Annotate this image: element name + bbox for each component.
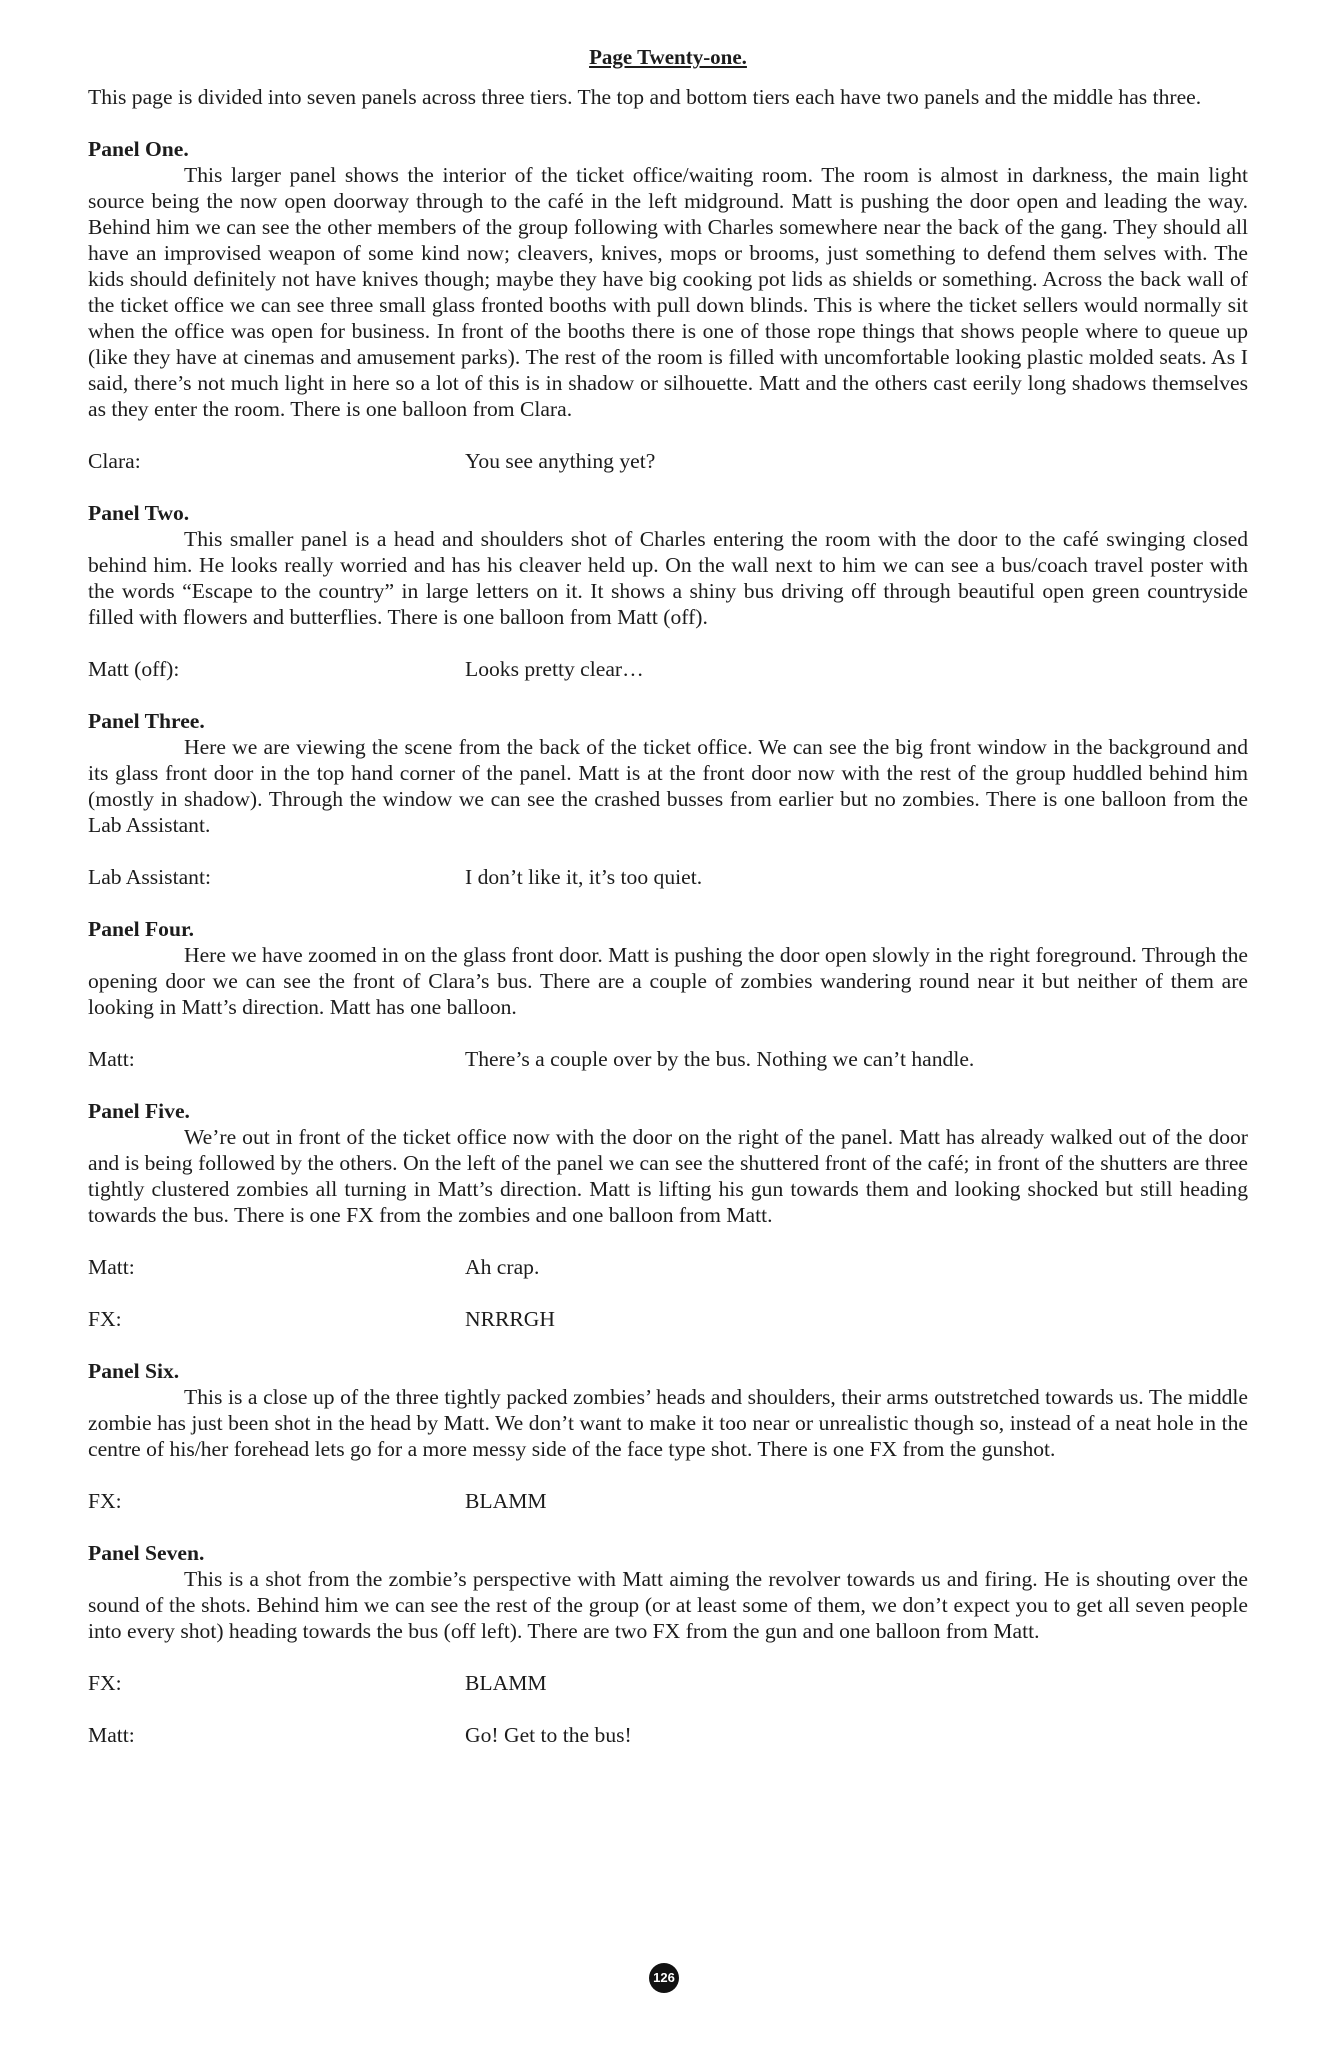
- panel-description: This is a close up of the three tightly packed zombies’ heads and shoulders, their arms outstretched towards us. The middle zombie has just been shot in the head by Matt. We don’t want to make it too near or unrealistic though so, instead of a neat hole in the centre of his/her forehead lets go for a more messy side of the face type shot. There is one FX from the gunshot.: [88, 1385, 1248, 1461]
- dialogue-line: [88, 1046, 1248, 1072]
- dialogue-line: [88, 1306, 1248, 1332]
- dialogue-text: Ah crap.: [465, 1255, 540, 1279]
- panel-description: This smaller panel is a head and shoulders shot of Charles entering the room with the door to the café swinging closed behind him. He looks really worried and has his cleaver held up. On the wall next to him we can see a bus/coach travel poster with the words “Escape to the country” in large letters on it. It shows a shiny bus driving off through beautiful open green countryside filled with flowers and butterflies. There is one balloon from Matt (off).: [88, 527, 1248, 629]
- panel-7: [88, 1540, 1248, 1748]
- panel-description: Here we have zoomed in on the glass front door. Matt is pushing the door open slowly in the right foreground. Through the opening door we can see the front of Clara’s bus. There are a couple of zombies wandering round near it but neither of them are looking in Matt’s direction. Matt has one balloon.: [88, 943, 1248, 1019]
- speaker-name: Matt:: [88, 1255, 135, 1279]
- page-intro: This page is divided into seven panels across three tiers. The top and bottom tiers each have two panels and the middle has three.: [88, 85, 1202, 109]
- panel-description: This larger panel shows the interior of the ticket office/waiting room. The room is almost in darkness, the main light source being the now open doorway through to the café in the left midground. Matt is pushing the door open and leading the way. Behind him we can see the other members of the group following with Charles somewhere near the back of the gang. They should all have an improvised weapon of some kind now; cleavers, knives, mops or brooms, just something to defend them selves with. The kids should definitely not have knives though; maybe they have big cooking pot lids as shields or something. Across the back wall of the ticket office we can see three small glass fronted booths with pull down blinds. This is where the ticket sellers would normally sit when the office was open for business. In front of the booths there is one of those rope things that shows people where to queue up (like they have at cinemas and amusement parks). The rest of the room is filled with uncomfortable looking plastic molded seats. As I said, there’s not much light in here so a lot of this is in shadow or silhouette. Matt and the others cast eerily long shadows themselves as they enter the room. There is one balloon from Clara.: [88, 163, 1248, 421]
- speaker-name: FX:: [88, 1671, 122, 1695]
- speaker-name: Matt (off):: [88, 657, 180, 681]
- speaker-name: FX:: [88, 1307, 122, 1331]
- panel-heading: Panel Five.: [88, 1099, 190, 1123]
- dialogue-line: [88, 448, 1248, 474]
- dialogue-text: NRRRGH: [465, 1307, 555, 1331]
- panel-2: [88, 500, 1248, 682]
- panel-6: [88, 1358, 1248, 1514]
- panel-heading: Panel Six.: [88, 1359, 180, 1383]
- dialogue-line: [88, 1254, 1248, 1280]
- panel-heading: Panel Four.: [88, 917, 194, 941]
- panel-4: [88, 916, 1248, 1072]
- speaker-name: Matt:: [88, 1047, 135, 1071]
- dialogue-text: I don’t like it, it’s too quiet.: [465, 865, 703, 889]
- dialogue-text: BLAMM: [465, 1489, 547, 1513]
- dialogue-text: There’s a couple over by the bus. Nothing we can’t handle.: [465, 1047, 975, 1071]
- dialogue-text: You see anything yet?: [465, 449, 656, 473]
- panel-description: Here we are viewing the scene from the back of the ticket office. We can see the big front window in the background and its glass front door in the top hand corner of the panel. Matt is at the front door now with the rest of the group huddled behind him (mostly in shadow). Through the window we can see the crashed busses from earlier but no zombies. There is one balloon from the Lab Assistant.: [88, 735, 1248, 837]
- dialogue-text: Go! Get to the bus!: [465, 1723, 632, 1747]
- dialogue-line: [88, 1722, 1248, 1748]
- speaker-name: Lab Assistant:: [88, 865, 211, 889]
- dialogue-line: [88, 1488, 1248, 1514]
- dialogue-text: Looks pretty clear…: [465, 657, 644, 681]
- dialogue-text: BLAMM: [465, 1671, 547, 1695]
- page-title: Page Twenty-one.: [589, 45, 747, 69]
- panel-heading: Panel Two.: [88, 501, 190, 525]
- panel-1: [88, 136, 1248, 474]
- speaker-name: Clara:: [88, 449, 141, 473]
- dialogue-line: [88, 656, 1248, 682]
- dialogue-line: [88, 864, 1248, 890]
- panel-heading: Panel One.: [88, 137, 189, 161]
- panel-heading: Panel Three.: [88, 709, 205, 733]
- speaker-name: FX:: [88, 1489, 122, 1513]
- page-number-badge: 126: [649, 1963, 679, 1993]
- script-page: [88, 44, 1248, 1774]
- panel-heading: Panel Seven.: [88, 1541, 205, 1565]
- panel-3: [88, 708, 1248, 890]
- dialogue-line: [88, 1670, 1248, 1696]
- panel-description: We’re out in front of the ticket office now with the door on the right of the panel. Matt has already walked out of the door and is being followed by the others. On the left of the panel we can see the shuttered front of the café; in front of the shutters are three tightly clustered zombies all turning in Matt’s direction. Matt is lifting his gun towards them and looking shocked but still heading towards the bus. There is one FX from the zombies and one balloon from Matt.: [88, 1125, 1248, 1227]
- panel-5: [88, 1098, 1248, 1332]
- panel-description: This is a shot from the zombie’s perspective with Matt aiming the revolver towards us and firing. He is shouting over the sound of the shots. Behind him we can see the rest of the group (or at least some of them, we don’t expect you to get all seven people into every shot) heading towards the bus (off left). There are two FX from the gun and one balloon from Matt.: [88, 1567, 1248, 1643]
- speaker-name: Matt:: [88, 1723, 135, 1747]
